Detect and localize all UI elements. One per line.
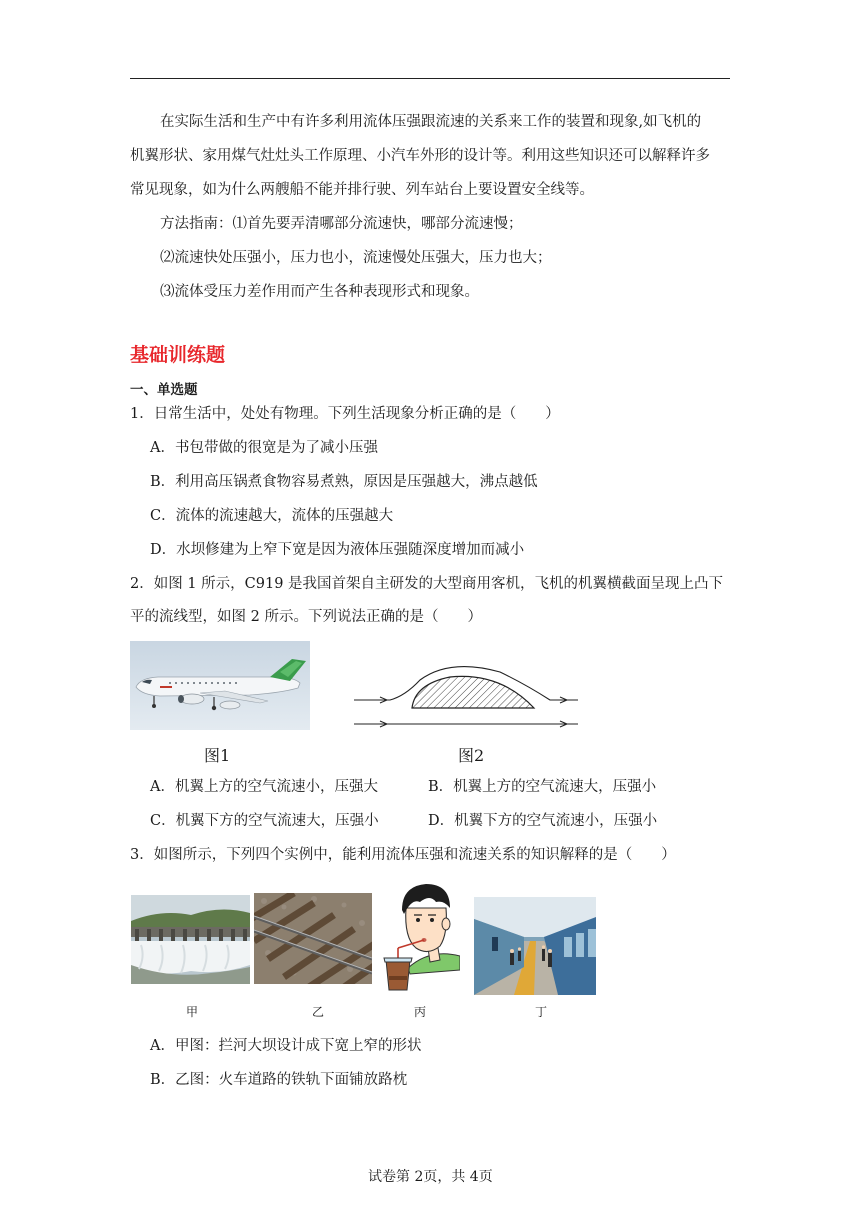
dam-photo [131,895,250,984]
q1-stem: 1．日常生活中，处处有物理。下列生活现象分析正确的是（ ） [130,406,560,422]
q2-option-d: D．机翼下方的空气流速小，压强小 [428,813,658,829]
figure-2-caption: 图2 [458,746,485,765]
q3-option-b: B．乙图：火车道路的铁轨下面铺放路枕 [150,1072,408,1088]
airfoil-streamline-diagram [350,650,582,730]
figure-1-caption: 图1 [204,746,231,765]
q3-stem: 3．如图所示，下列四个实例中，能利用流体压强和流速关系的知识解释的是（ ） [130,847,676,863]
method-line-1: 方法指南：⑴首先要弄清哪部分流速快，哪部分流速慢； [160,216,523,232]
caption-yi: 乙 [312,1005,325,1019]
boy-drinking-straw-illustration [380,878,460,994]
section-subtitle: 一、单选题 [130,382,198,398]
caption-bing: 丙 [414,1005,427,1019]
page-footer: 试卷第 2页，共 4页 [368,1169,493,1185]
railway-track-photo [254,893,372,984]
q3-option-a: A．甲图：拦河大坝设计成下宽上窄的形状 [150,1038,422,1054]
subway-platform-photo [474,897,596,995]
header-rule [130,78,730,79]
intro-line-1: 在实际生活和生产中有许多利用流体压强跟流速的关系来工作的装置和现象,如飞机的 [160,114,702,130]
q2-stem-line-2: 平的流线型，如图 2 所示。下列说法正确的是（ ） [130,609,482,625]
q2-stem-line-1: 2．如图 1 所示，C919 是我国首架自主研发的大型商用客机，飞机的机翼横截面呈现上凸下 [130,576,724,592]
caption-jia: 甲 [186,1005,199,1019]
q1-option-b: B．利用高压锅煮食物容易煮熟，原因是压强越大，沸点越低 [150,474,538,490]
q1-option-a: A．书包带做的很宽是为了减小压强 [150,440,378,456]
method-line-2: ⑵流速快处压强小，压力也小，流速慢处压强大，压力也大； [160,250,552,266]
q1-option-d: D．水坝修建为上窄下宽是因为液体压强随深度增加而减小 [150,542,525,558]
intro-line-2: 机翼形状、家用煤气灶灶头工作原理、小汽车外形的设计等。利用这些知识还可以解释许多 [130,148,710,164]
intro-line-3: 常见现象，如为什么两艘船不能并排行驶、列车站台上要设置安全线等。 [130,182,594,198]
q2-option-c: C．机翼下方的空气流速大，压强小 [150,813,379,829]
caption-ding: 丁 [535,1005,548,1019]
c919-airplane-photo [130,641,310,730]
q2-option-a: A．机翼上方的空气流速小，压强大 [150,779,378,795]
method-line-3: ⑶流体受压力差作用而产生各种表现形式和现象。 [160,284,479,300]
q1-option-c: C．流体的流速越大，流体的压强越大 [150,508,394,524]
section-title: 基础训练题 [130,344,226,366]
q2-option-b: B．机翼上方的空气流速大，压强小 [428,779,657,795]
